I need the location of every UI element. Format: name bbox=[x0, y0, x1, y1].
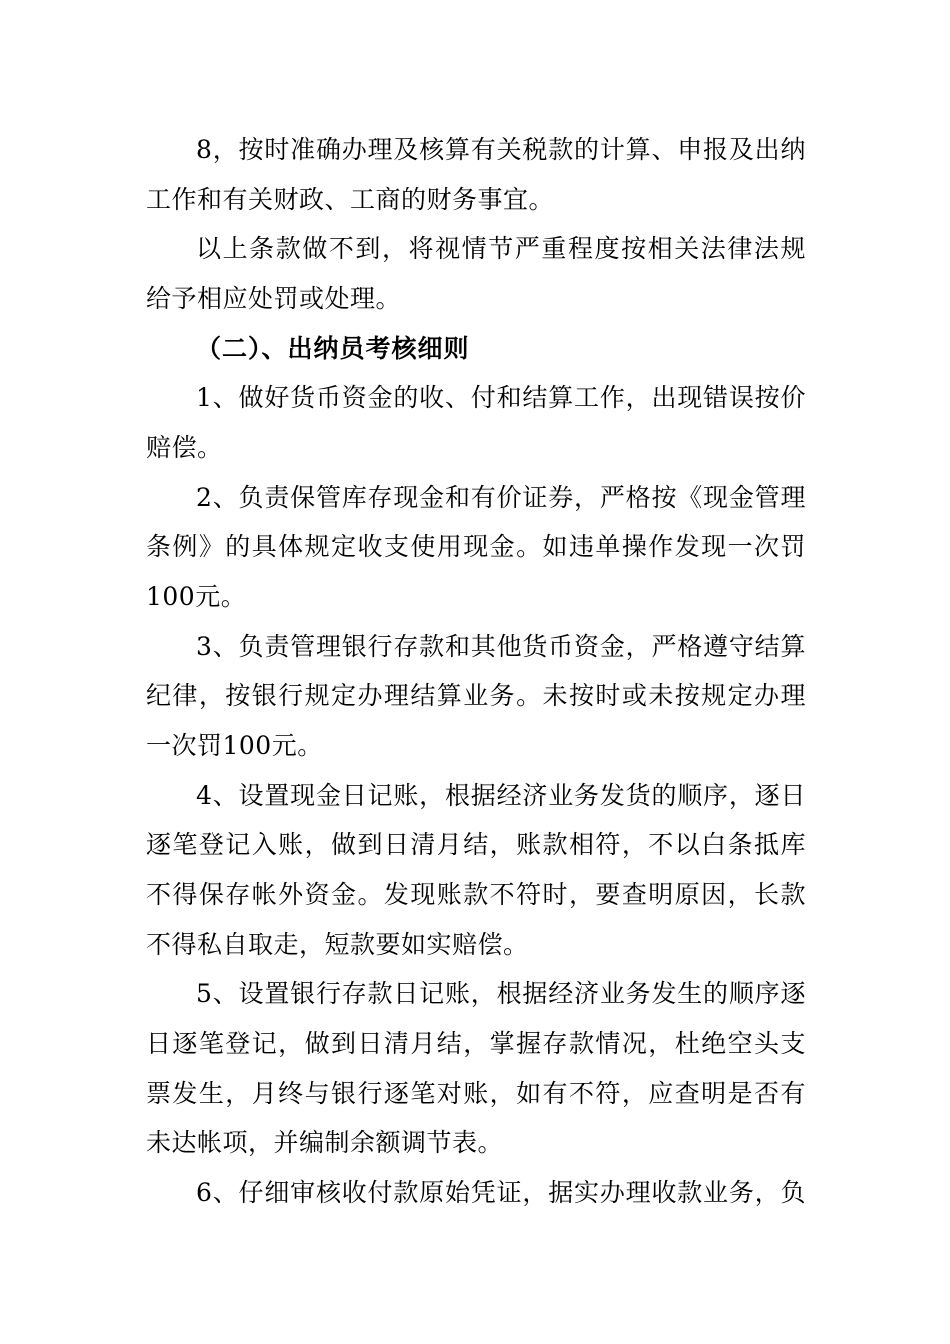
paragraph-line: 一次罚100元。 bbox=[146, 731, 323, 760]
paragraph-line: 4、设置现金日记账，根据经济业务发货的顺序，逐日 bbox=[196, 781, 806, 810]
paragraph-line: 不得保存帐外资金。发现账款不符时，要查明原因，长款 bbox=[146, 880, 806, 909]
paragraph-line: 给予相应处罚或处理。 bbox=[146, 284, 402, 313]
paragraph-line: 日逐笔登记，做到日清月结，掌握存款情况，杜绝空头支 bbox=[146, 1029, 806, 1058]
paragraph-line: 3、负责管理银行存款和其他货币资金，严格遵守结算 bbox=[196, 632, 806, 661]
paragraph-line: 5、设置银行存款日记账，根据经济业务发生的顺序逐 bbox=[196, 979, 806, 1008]
paragraph-line: 6、仔细审核收付款原始凭证，据实办理收款业务，负 bbox=[196, 1178, 806, 1207]
paragraph-line: 赔偿。 bbox=[146, 433, 223, 462]
paragraph-line: 纪律，按银行规定办理结算业务。未按时或未按规定办理 bbox=[146, 681, 806, 710]
paragraph-line: 以上条款做不到，将视情节严重程度按相关法律法规 bbox=[196, 234, 806, 263]
section-heading: （二）、出纳员考核细则 bbox=[196, 334, 470, 363]
paragraph-line: 8，按时准确办理及核算有关税款的计算、申报及出纳 bbox=[196, 135, 806, 164]
paragraph-line: 2、负责保管库存现金和有价证券，严格按《现金管理 bbox=[196, 483, 806, 512]
paragraph-line: 票发生，月终与银行逐笔对账，如有不符，应查明是否有 bbox=[146, 1079, 806, 1108]
paragraph-line: 工作和有关财政、工商的财务事宜。 bbox=[146, 185, 555, 214]
paragraph-line: 条例》的具体规定收支使用现金。如违单操作发现一次罚 bbox=[146, 532, 806, 561]
paragraph-line: 逐笔登记入账，做到日清月结，账款相符，不以白条抵库 bbox=[146, 830, 806, 859]
paragraph-line: 不得私自取走，短款要如实赔偿。 bbox=[146, 930, 529, 959]
paragraph-line: 1、做好货币资金的收、付和结算工作，出现错误按价 bbox=[196, 383, 806, 412]
paragraph-line: 未达帐项，并编制余额调节表。 bbox=[146, 1128, 504, 1157]
paragraph-line: 100元。 bbox=[146, 582, 247, 611]
